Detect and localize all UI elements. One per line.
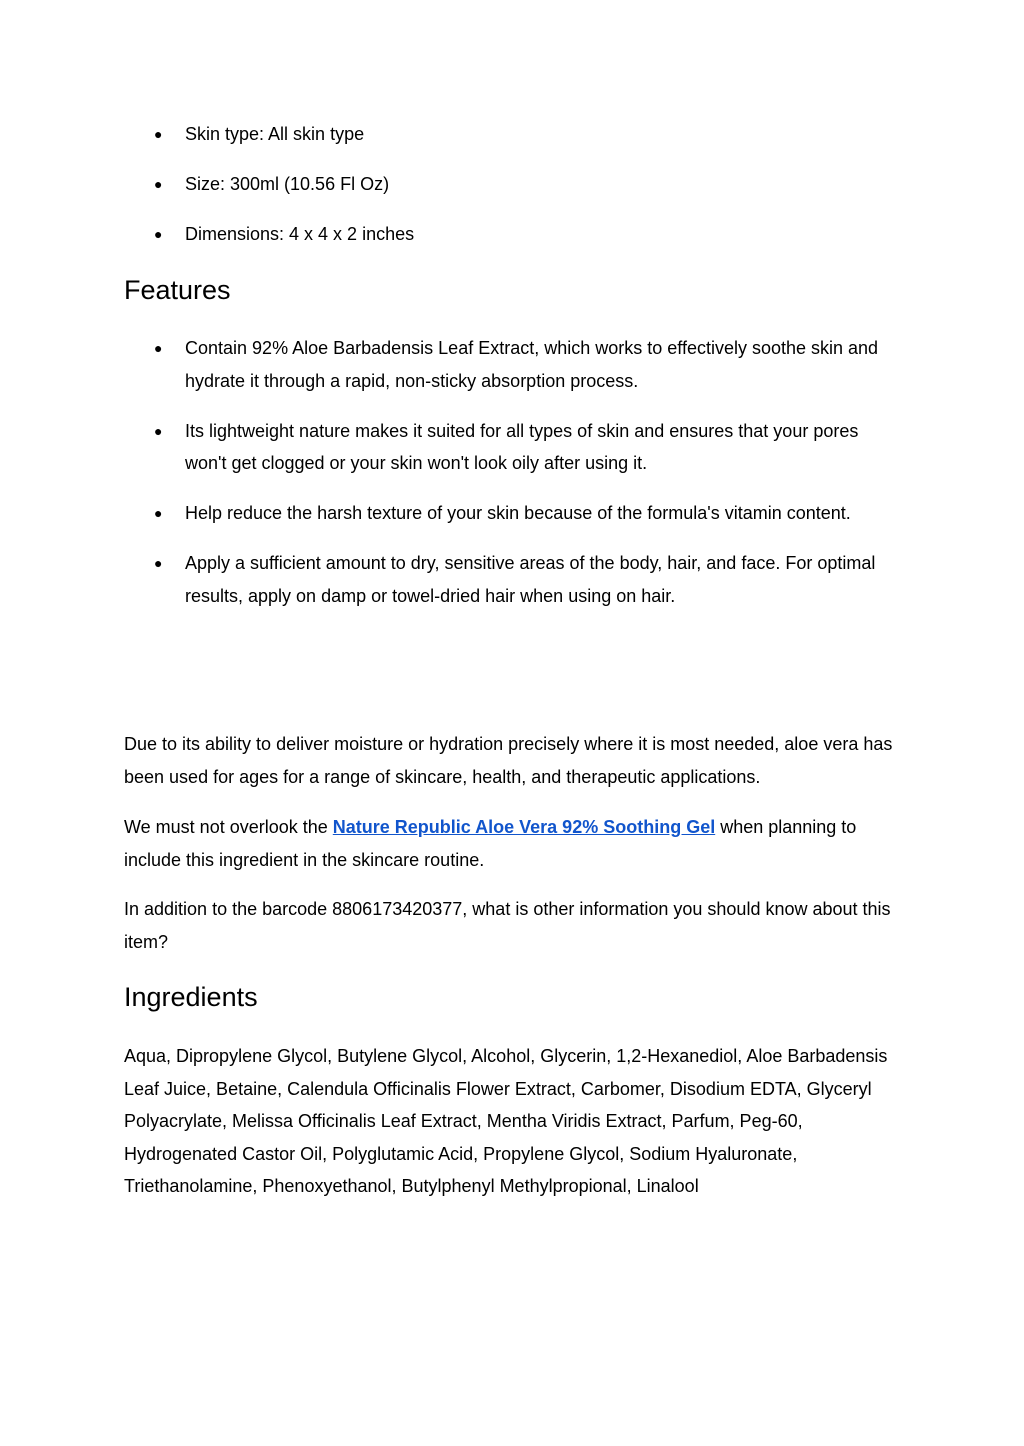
feature-text: Apply a sufficient amount to dry, sensitive areas of the body, hair, and face. For optimal results, apply on damp or towel-dried hair when using on hair.: [185, 553, 876, 606]
product-specs-list: [124, 118, 904, 268]
bullet-icon: ●: [154, 340, 163, 356]
paragraph-text: We must not overlook the: [124, 817, 333, 837]
spec-dimensions: Dimensions: 4 x 4 x 2 inches: [185, 224, 415, 244]
product-link-paragraph: [124, 811, 904, 876]
paragraph-text: when planning to include this ingredient in the skincare routine.: [124, 817, 857, 870]
list-item: [124, 168, 904, 201]
intro-paragraph: Due to its ability to deliver moisture or hydration precisely where it is most needed, aloe vera has been used for ages for a range of skincare, health, and therapeutic applications.: [124, 734, 893, 787]
list-item: [124, 497, 904, 530]
feature-text: Its lightweight nature makes it suited for all types of skin and ensures that your pores won't get clogged or your skin won't look oily after using it.: [185, 420, 859, 473]
bullet-icon: ●: [154, 226, 163, 242]
bullet-icon: ●: [154, 555, 163, 571]
spec-size: Size: 300ml (10.56 Fl Oz): [185, 174, 390, 194]
list-item: [124, 415, 904, 480]
bullet-icon: ●: [154, 176, 163, 192]
feature-text: Contain 92% Aloe Barbadensis Leaf Extract, which works to effectively soothe skin and hydrate it through a rapid, non-sticky absorption process.: [185, 338, 879, 391]
features-heading: Features: [124, 275, 231, 305]
ingredients-text: Aqua, Dipropylene Glycol, Butylene Glycol, Alcohol, Glycerin, 1,2-Hexanediol, Aloe Barbadensis Leaf Juice, Betaine, Calendula Officinalis Flower Extract, Carbomer, Disodium EDTA, Glyceryl Polyacrylate, Melissa Officinalis Leaf Extract, Mentha Viridis Extract, Parfum, Peg-60, Hydrogenated Castor Oil, Polyglutamic Acid, Propylene Glycol, Sodium Hyaluronate, Triethanolamine, Phenoxyethanol, Butylphenyl Methylpropional, Linalool: [124, 1046, 888, 1196]
spec-skin-type: Skin type: All skin type: [185, 124, 365, 144]
list-item: [124, 332, 904, 397]
barcode-paragraph: In addition to the barcode 8806173420377, what is other information you should know about this item?: [124, 899, 891, 952]
bullet-icon: ●: [154, 422, 163, 439]
list-item: [124, 118, 904, 151]
bullet-icon: ●: [154, 126, 163, 142]
bullet-icon: ●: [154, 505, 163, 521]
list-item: [124, 218, 904, 251]
product-link[interactable]: Nature Republic Aloe Vera 92% Soothing Gel: [332, 817, 716, 837]
feature-text: Help reduce the harsh texture of your skin because of the formula's vitamin content.: [185, 503, 851, 523]
ingredients-heading: Ingredients: [124, 982, 258, 1012]
features-list: [124, 332, 904, 630]
list-item: [124, 547, 904, 612]
